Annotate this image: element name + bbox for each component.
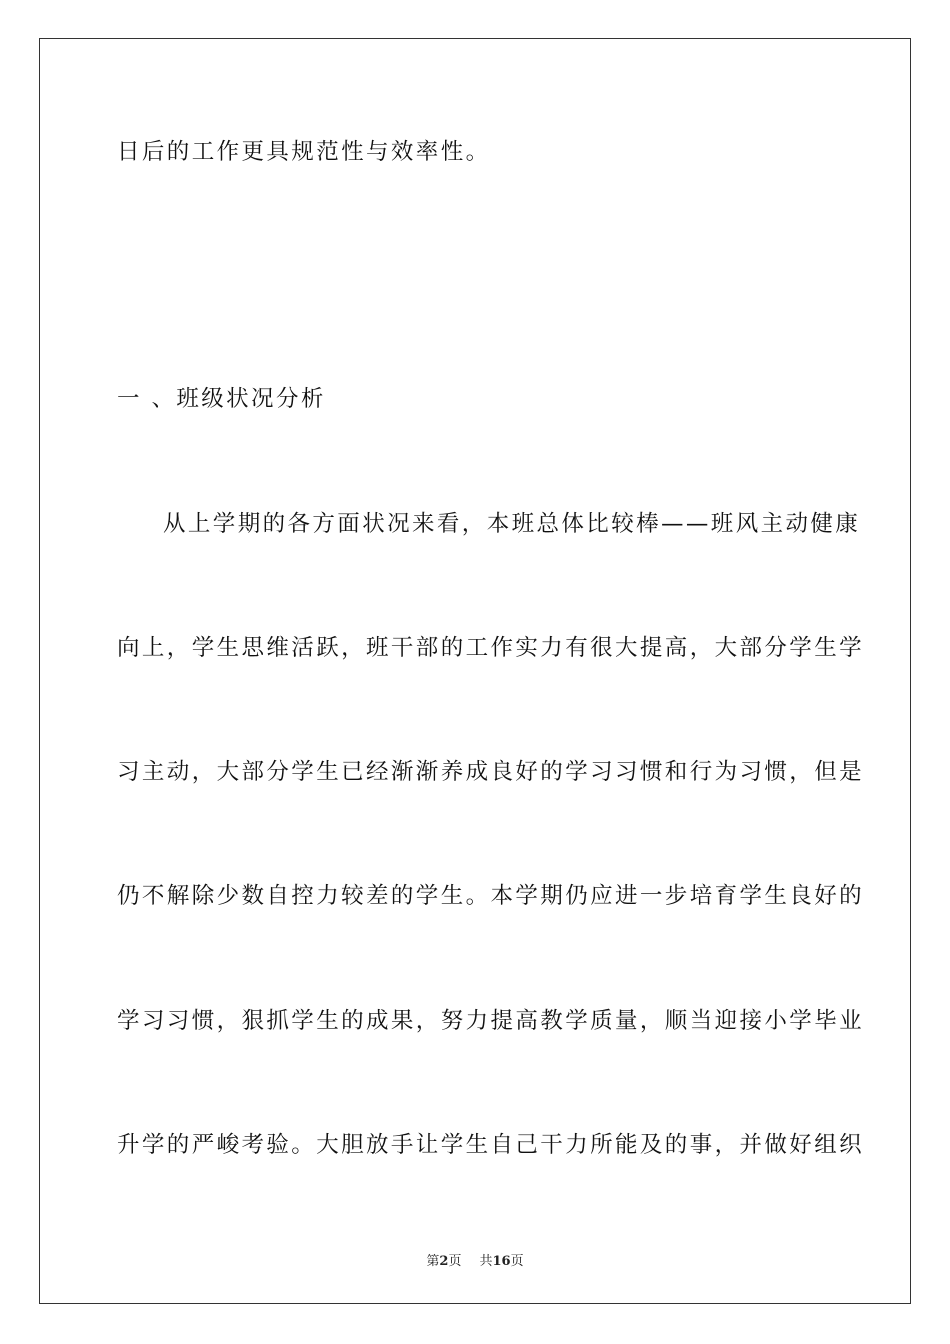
paragraph-line-4: 仍不解除少数自控力较差的学生。本学期仍应进一步培育学生良好的 [117,883,865,909]
paragraph-line-1: 从上学期的各方面状况来看，本班总体比较棒——班风主动健康 [163,511,861,537]
page-border [39,38,911,1304]
page-prefix: 第 [426,1254,440,1269]
page-footer [0,1250,950,1269]
total-prefix: 共 [479,1254,493,1269]
paragraph-line-6: 升学的严峻考验。大胆放手让学生自己干力所能及的事，并做好组织 [117,1132,865,1158]
page-number: 2 [439,1254,449,1269]
paragraph-line-3: 习主动，大部分学生已经渐渐养成良好的学习习惯和行为习惯，但是 [117,759,865,785]
total-suffix: 页 [510,1254,524,1269]
paragraph-line-5: 学习习惯，狠抓学生的成果，努力提高教学质量，顺当迎接小学毕业 [117,1008,865,1034]
total-pages: 16 [492,1254,511,1269]
text-line-1: 日后的工作更具规范性与效率性。 [117,139,491,165]
paragraph-line-2: 向上，学生思维活跃，班干部的工作实力有很大提高，大部分学生学 [117,635,865,661]
section-heading: 一 、班级状况分析 [117,386,326,412]
page-suffix: 页 [448,1254,462,1269]
